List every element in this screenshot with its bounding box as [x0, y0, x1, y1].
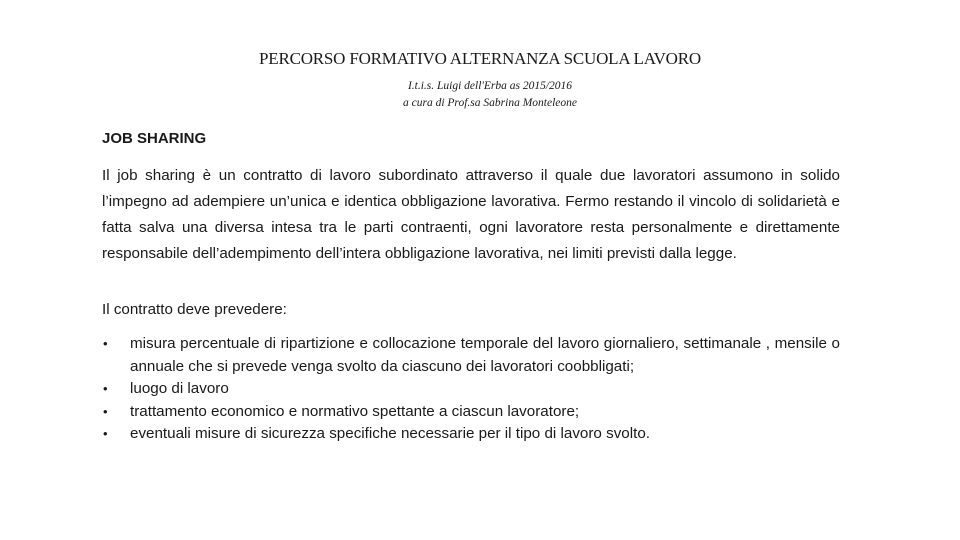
bullet-icon: • — [103, 426, 108, 441]
bullet-icon: • — [103, 381, 108, 396]
contract-intro: Il contratto deve prevedere: — [102, 301, 287, 318]
bullet-icon: • — [103, 403, 108, 419]
list-item — [102, 401, 840, 424]
list-item — [102, 423, 840, 446]
author-subtitle: a cura di Prof.sa Sabrina Monteleone — [403, 97, 577, 109]
list-item — [102, 333, 840, 378]
list-item-text: trattamento economico e normativo spettante a ciascun lavoratore; — [130, 402, 580, 420]
section-heading: JOB SHARING — [102, 130, 207, 147]
bullet-icon: • — [103, 336, 108, 351]
list-item-text: eventuali misure di sicurezza specifiche necessarie per il tipo di lavoro svolto. — [130, 425, 650, 442]
page-title: PERCORSO FORMATIVO ALTERNANZA SCUOLA LAVORO — [259, 49, 701, 68]
list-item-text: luogo di lavoro — [130, 380, 229, 397]
list-item — [102, 378, 840, 401]
requirements-list — [102, 333, 840, 446]
list-item-text: misura percentuale di ripartizione e collocazione temporale del lavoro giornaliero, settimanale , mensile o annuale che si prevede venga svolto da ciascuno dei lavoratori coobbligati; — [130, 335, 840, 375]
definition-paragraph: Il job sharing è un contratto di lavoro subordinato attraverso il quale due lavoratori assumono in solido l’impegno ad adempiere un’unica e identica obbligazione lavorativa. Fermo restando il vincolo di solidarietà e fatta salva una diversa intesa tra le parti contraenti, ogni lavoratore resta personalmente e direttamente responsabile dell’adempimento dell’intera obbligazione lavorativa, nei limiti previsti dalla legge. — [102, 167, 840, 262]
school-subtitle: I.t.i.s. Luigi dell'Erba as 2015/2016 — [407, 80, 573, 92]
